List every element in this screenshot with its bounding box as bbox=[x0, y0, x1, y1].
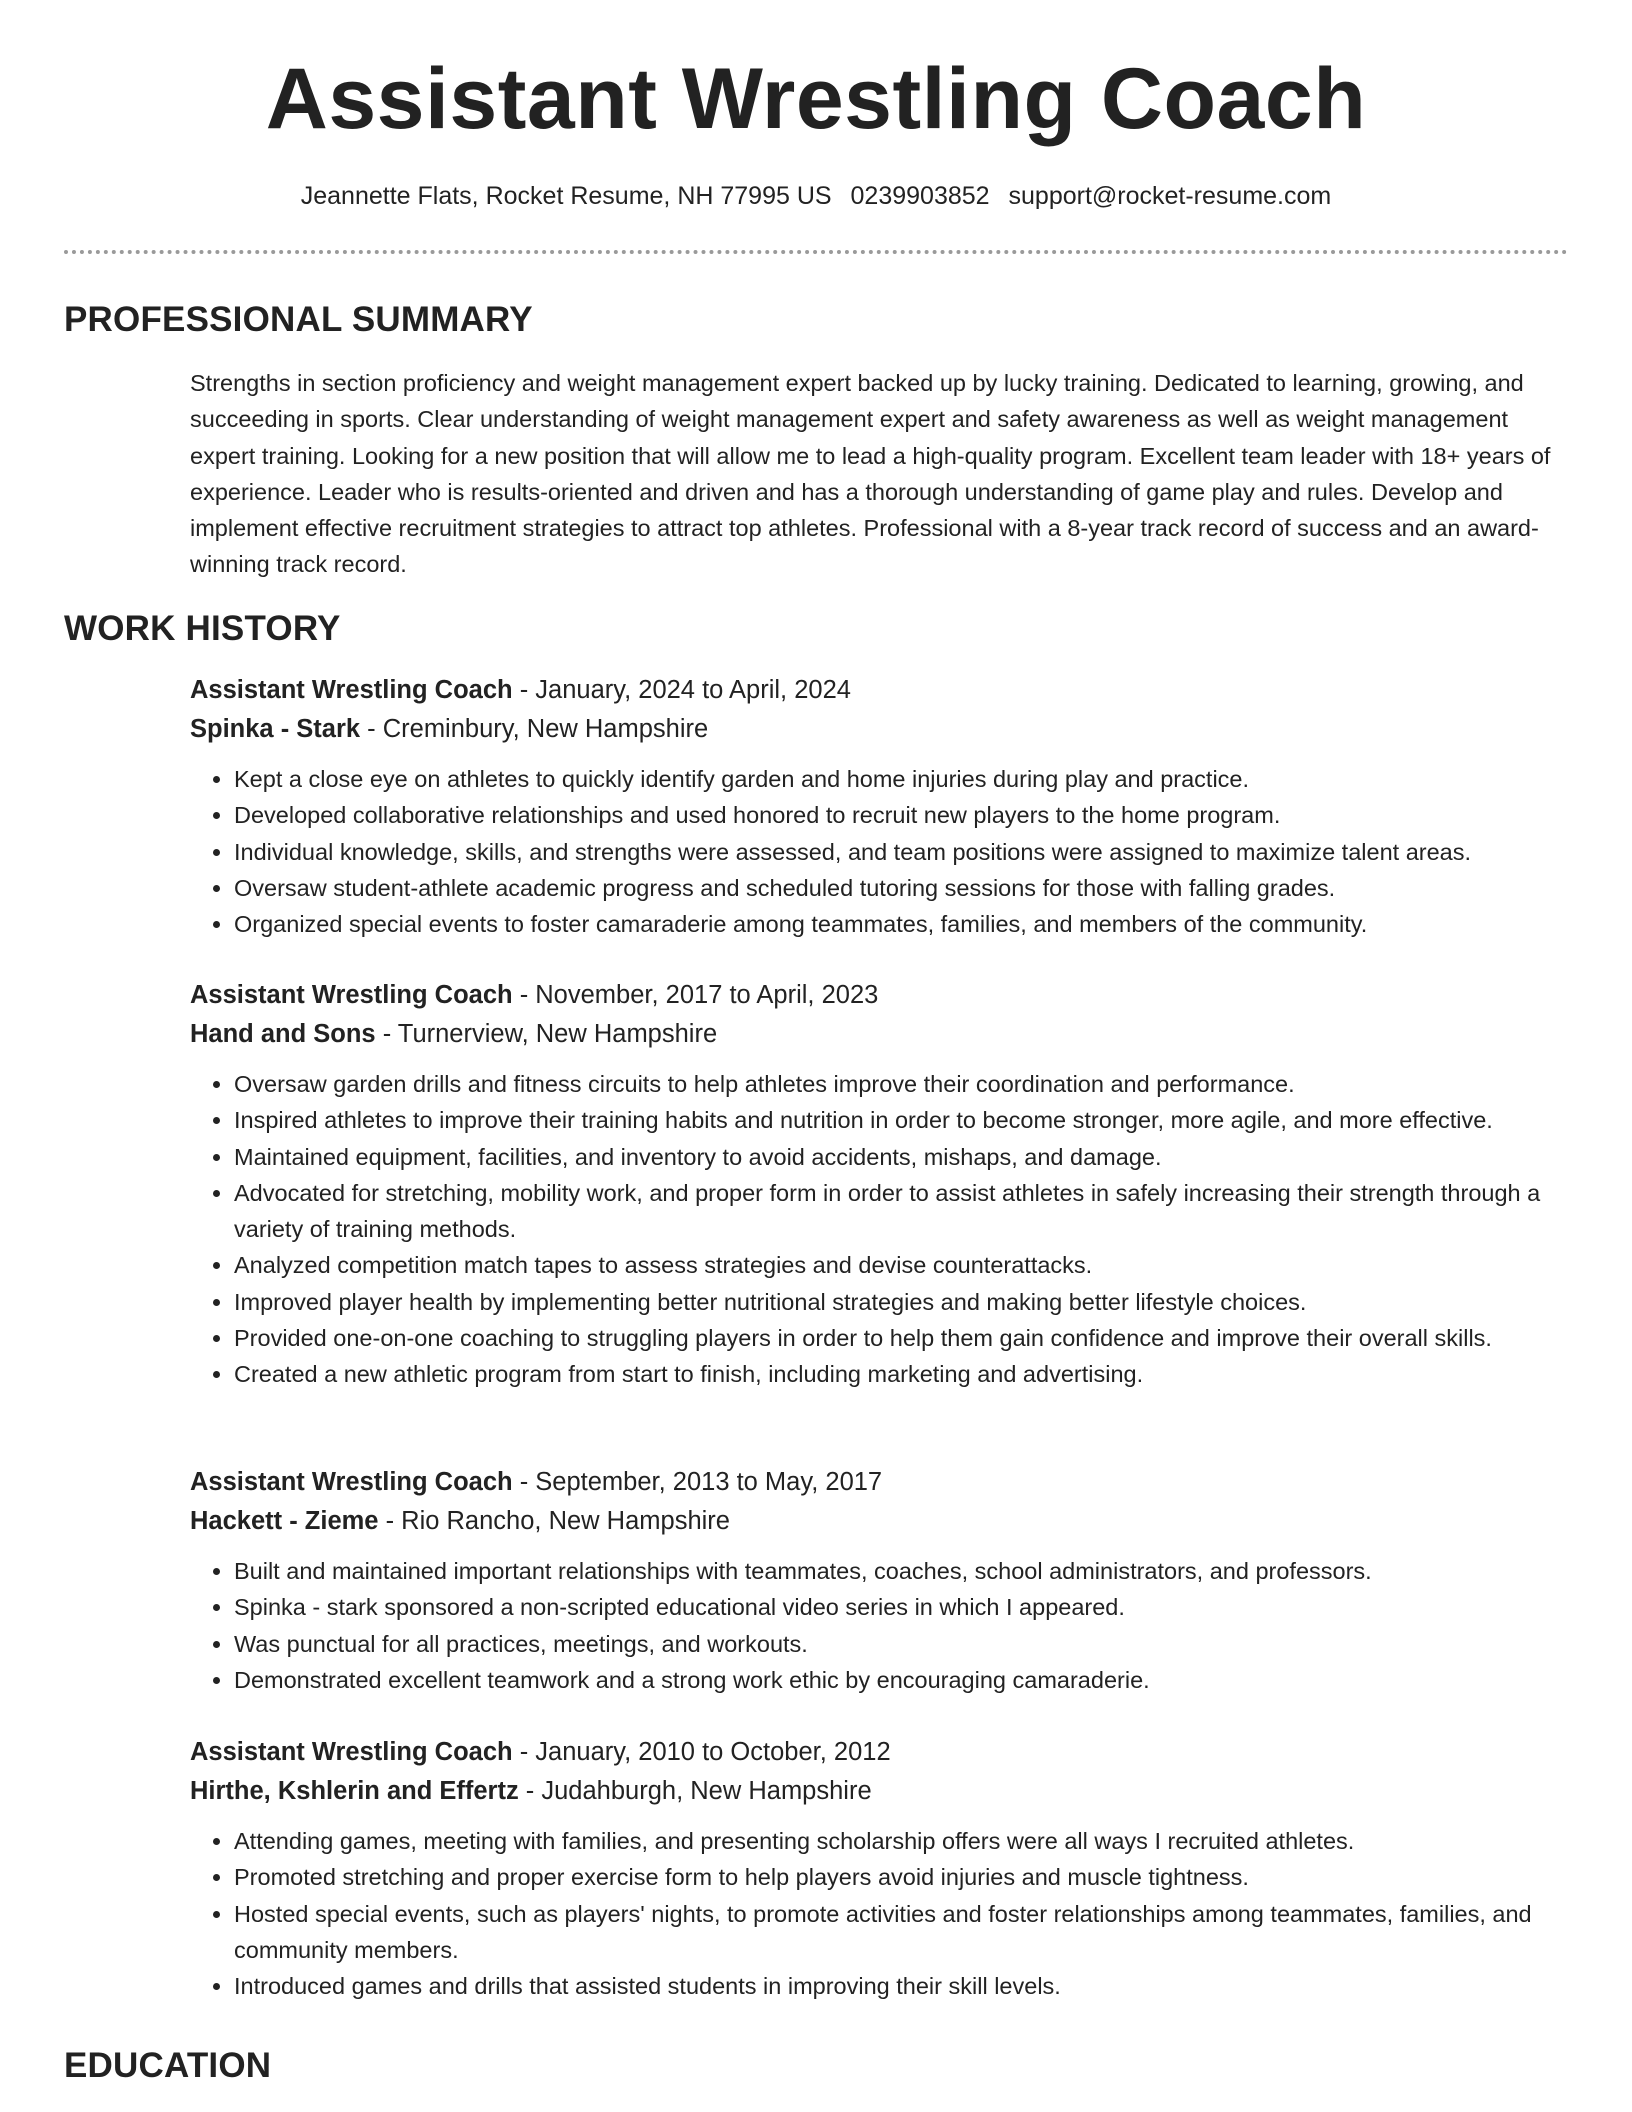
header-divider bbox=[64, 250, 1568, 254]
job-bullet: • Oversaw garden drills and fitness circuits to help athletes improve their coordination and performance. bbox=[234, 1066, 1580, 1102]
job-title: Assistant Wrestling Coach bbox=[190, 1468, 513, 1496]
job-bullet: • Spinka - stark sponsored a non-scripted educational video series in which I appeared. bbox=[234, 1589, 1580, 1625]
summary-text: Strengths in section proficiency and weight management expert backed up by lucky training. Dedicated to learning, growing, and succeeding in sports. Clear understanding of weight management expert and safety awareness as well as weight management expert training. Looking for a new position that will allow me to lead a high-quality program. Excellent team leader with 18+ years of experience. Leader who is results-oriented and driven and has a thorough understanding of game play and rules. Develop and implement effective recruitment strategies to attract top athletes. Professional with a 8-year track record of success and an award-winning track record. bbox=[190, 370, 1551, 578]
job-location: - Rio Rancho, New Hampshire bbox=[378, 1507, 730, 1535]
work-history-heading: WORK HISTORY bbox=[64, 609, 341, 648]
job-title: Assistant Wrestling Coach bbox=[190, 676, 513, 704]
job-bullet: • Attending games, meeting with families, and presenting scholarship offers were all ways I recruited athletes. bbox=[234, 1823, 1580, 1859]
contact-email: support@rocket-resume.com bbox=[1008, 182, 1332, 210]
job-bullet: • Improved player health by implementing better nutritional strategies and making better lifestyle choices. bbox=[234, 1284, 1580, 1320]
job-entry bbox=[190, 976, 1580, 1393]
job-bullets bbox=[190, 1066, 1580, 1393]
contact-address: Jeannette Flats, Rocket Resume, NH 77995 US bbox=[300, 182, 832, 210]
job-bullet: • Analyzed competition match tapes to assess strategies and devise counterattacks. bbox=[234, 1247, 1580, 1283]
job-bullet: • Oversaw student-athlete academic progress and scheduled tutoring sessions for those with falling grades. bbox=[234, 870, 1580, 906]
job-title: Assistant Wrestling Coach bbox=[190, 981, 513, 1009]
job-title-line bbox=[190, 976, 1580, 1015]
job-bullets bbox=[190, 1553, 1580, 1698]
job-bullet: • Inspired athletes to improve their training habits and nutrition in order to become stronger, more agile, and more effective. bbox=[234, 1102, 1580, 1138]
job-bullet: • Demonstrated excellent teamwork and a strong work ethic by encouraging camaraderie. bbox=[234, 1662, 1580, 1698]
summary-heading: PROFESSIONAL SUMMARY bbox=[64, 300, 533, 339]
job-bullet: • Organized special events to foster camaraderie among teammates, families, and members of the community. bbox=[234, 906, 1580, 942]
resume-name: Assistant Wrestling Coach bbox=[265, 51, 1367, 147]
job-dates: - September, 2013 to May, 2017 bbox=[512, 1468, 883, 1496]
job-bullet: • Introduced games and drills that assisted students in improving their skill levels. bbox=[234, 1968, 1580, 2004]
job-entry bbox=[190, 1733, 1580, 2004]
job-bullets bbox=[190, 1823, 1580, 2004]
job-title: Assistant Wrestling Coach bbox=[190, 1738, 513, 1766]
job-company-line bbox=[190, 1015, 1580, 1054]
job-bullet: • Promoted stretching and proper exercise form to help players avoid injuries and muscle tightness. bbox=[234, 1859, 1580, 1895]
job-bullet: • Developed collaborative relationships and used honored to recruit new players to the home program. bbox=[234, 797, 1580, 833]
job-dates: - January, 2024 to April, 2024 bbox=[512, 676, 851, 704]
job-title-line bbox=[190, 671, 1580, 710]
job-company-line bbox=[190, 1772, 1580, 1811]
job-bullet: • Created a new athletic program from start to finish, including marketing and advertising. bbox=[234, 1356, 1580, 1392]
job-dates: - January, 2010 to October, 2012 bbox=[512, 1738, 891, 1766]
job-company: Hand and Sons bbox=[190, 1020, 376, 1048]
job-bullet: • Built and maintained important relationships with teammates, coaches, school administrators, and professors. bbox=[234, 1553, 1580, 1589]
job-entry bbox=[190, 671, 1580, 942]
job-company: Hirthe, Kshlerin and Effertz bbox=[190, 1777, 519, 1805]
job-bullets bbox=[190, 761, 1580, 942]
job-bullet: • Kept a close eye on athletes to quickly identify garden and home injuries during play and practice. bbox=[234, 761, 1580, 797]
job-entry bbox=[190, 1463, 1580, 1698]
job-location: - Turnerview, New Hampshire bbox=[375, 1020, 718, 1048]
job-bullet: • Was punctual for all practices, meetings, and workouts. bbox=[234, 1626, 1580, 1662]
contact-line bbox=[0, 182, 1632, 211]
education-heading: EDUCATION bbox=[64, 2046, 272, 2085]
job-bullet: • Individual knowledge, skills, and strengths were assessed, and team positions were assigned to maximize talent areas. bbox=[234, 834, 1580, 870]
job-company: Hackett - Zieme bbox=[190, 1507, 379, 1535]
job-company: Spinka - Stark bbox=[190, 715, 361, 743]
job-bullet: • Advocated for stretching, mobility work, and proper form in order to assist athletes in safely increasing their strength through a variety of training methods. bbox=[234, 1175, 1580, 1248]
job-dates: - November, 2017 to April, 2023 bbox=[512, 981, 879, 1009]
job-bullet: • Provided one-on-one coaching to struggling players in order to help them gain confidence and improve their overall skills. bbox=[234, 1320, 1580, 1356]
job-title-line bbox=[190, 1733, 1580, 1772]
job-bullet: • Maintained equipment, facilities, and inventory to avoid accidents, mishaps, and damage. bbox=[234, 1139, 1580, 1175]
contact-phone: 0239903852 bbox=[850, 182, 990, 210]
job-company-line bbox=[190, 710, 1580, 749]
job-location: - Judahburgh, New Hampshire bbox=[518, 1777, 872, 1805]
job-title-line bbox=[190, 1463, 1580, 1502]
job-location: - Creminbury, New Hampshire bbox=[360, 715, 709, 743]
job-company-line bbox=[190, 1502, 1580, 1541]
job-bullet: • Hosted special events, such as players' nights, to promote activities and foster relationships among teammates, families, and community members. bbox=[234, 1896, 1580, 1969]
